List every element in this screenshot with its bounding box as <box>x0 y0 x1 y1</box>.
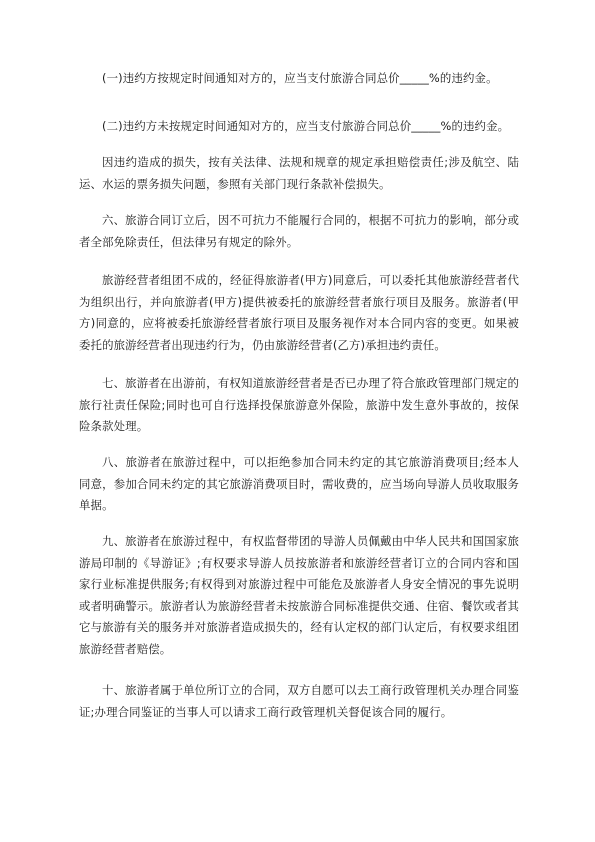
section-seven-paragraph: 七、旅游者在出游前，有权知道旅游经营者是否已办理了符合旅政管理部门规定的旅行社责任保险;同时也可自行选择投保旅游意外保险，旅游中发生意外事故的，按保险条款处理。 <box>79 376 519 433</box>
section-six-paragraph: 六、旅游合同订立后，因不可抗力不能履行合同的，根据不可抗力的影响，部分或者全部免除责任，但法律另有规定的除外。 <box>79 213 519 249</box>
clause-two-paragraph: (二)违约方未按规定时间通知对方的，应当支付旅游合同总价_____%的违约金。 <box>102 119 510 133</box>
delegation-paragraph: 旅游经营者组团不成的，经征得旅游者(甲方)同意后，可以委托其他旅游经营者代为组织出行，并向旅游者(甲方)提供被委托的旅游经营者旅行项目及服务。旅游者(甲方)同意的，应将被委托旅游经营者旅行项目及服务视作对本合同内容的变更。如果被委托的旅游经营者出现违约行为，仍由旅游经营者(乙方)承担违约责任。 <box>79 273 519 352</box>
section-eight-paragraph: 八、旅游者在旅游过程中，可以拒绝参加合同未约定的其它旅游消费项目;经本人同意，参加合同未约定的其它旅游消费项目时，需收费的，应当场向导游人员收取服务单据。 <box>79 455 519 512</box>
compensation-paragraph: 因违约造成的损失，按有关法律、法规和规章的规定承担赔偿责任;涉及航空、陆运、水运的票务损失问题，参照有关部门现行条款补偿损失。 <box>79 155 519 191</box>
section-ten-paragraph: 十、旅游者属于单位所订立的合同，双方自愿可以去工商行政管理机关办理合同鉴证;办理合同鉴证的当事人可以请求工商行政管理机关督促该合同的履行。 <box>79 683 519 719</box>
clause-one-paragraph: (一)违约方按规定时间通知对方的，应当支付旅游合同总价_____%的违约金。 <box>102 71 498 85</box>
section-nine-paragraph: 九、旅游者在旅游过程中，有权监督带团的导游人员佩戴由中华人民共和国国家旅游局印制的《导游证》;有权要求导游人员按旅游者和旅游经营者订立的合同内容和国家行业标准提供服务;有权得到对旅游过程中可能危及旅游者人身安全情况的事先说明或者明确警示。旅游者认为旅游经营者未按旅游合同标准提供交通、住宿、餐饮或者其它与旅游有关的服务并对旅游者造成损失的，经有认定权的部门认定后，有权要求组团旅游经营者赔偿。 <box>79 534 519 656</box>
